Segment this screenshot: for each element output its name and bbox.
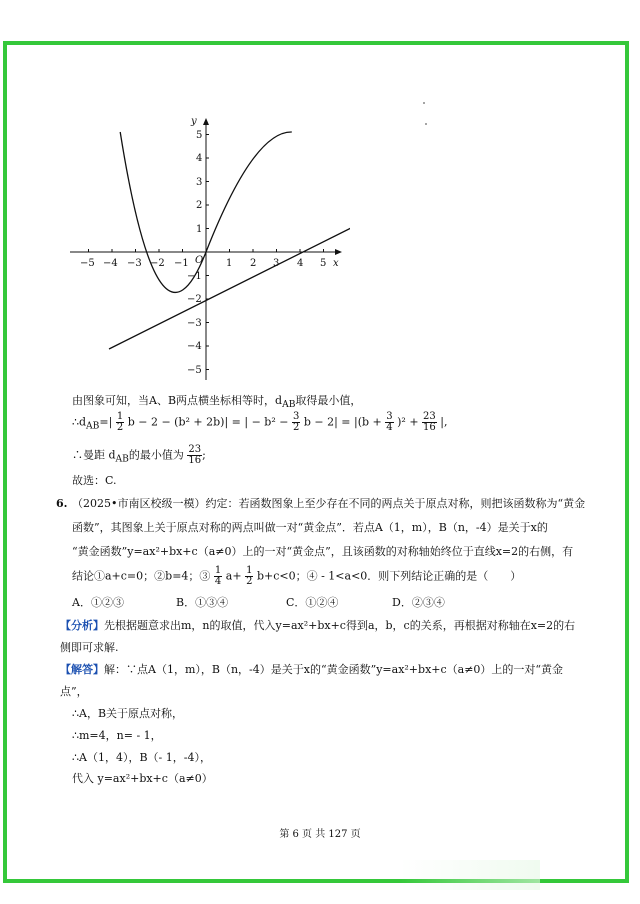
y-tick: 4: [196, 153, 203, 164]
y-tick: 2: [196, 200, 203, 211]
y-tick: 3: [196, 177, 203, 188]
page-number: 第 6 页 共 127 页: [279, 829, 361, 840]
analysis-line: 侧即可求解.: [60, 641, 119, 654]
x-tick: 5: [320, 258, 327, 269]
option-b: B．①③④: [176, 596, 229, 609]
solution-min-line: ∴曼距 $d_{AB}$的最小值为 $\frac{23}{16}$ ;: [72, 444, 206, 466]
y-axis-label: y: [191, 116, 197, 127]
fraction: $\frac{1}{2}$: [246, 565, 253, 587]
straight-line: [109, 205, 350, 349]
fraction: $\frac{1}{4}$: [214, 565, 222, 587]
answer-tag: 【解答】: [60, 663, 104, 676]
x-tick: −5: [80, 258, 95, 269]
analysis-line: 【分析】先根据题意求出m，n的取值，代入y=ax²+bx+c得到a，b，c的关系，再根据对称轴在x=2的右: [60, 619, 576, 632]
x-tick: 2: [250, 258, 257, 269]
speck: [423, 102, 425, 104]
x-axis-label: x: [333, 258, 339, 269]
option-d: D．②③④: [392, 596, 445, 609]
x-tick: 1: [226, 258, 233, 269]
analysis-tag: 【分析】: [60, 619, 104, 632]
origin-label: O: [195, 255, 204, 266]
fraction: $\frac{3}{2}$: [292, 411, 300, 433]
solution-formula-line: $\therefore d_{AB}=|$ $\frac{1}{2}$ b − 2 − (b² + 2b)| = | − b² − $\frac{3}{2}$ b − 2| = |(b + $\frac{3}{4}$ )² + $\frac{23}{16}$ |,: [72, 411, 448, 433]
question-number: 6.: [56, 497, 68, 510]
answer-line: 点”，: [60, 685, 88, 698]
fraction: $\frac{23}{16}$: [423, 411, 436, 433]
question-line: （2025•市南区校级一模）约定：若函数图象上至少存在不同的两点关于原点对称，则把该函数称为“黄金: [72, 497, 586, 510]
y-tick: −3: [187, 318, 202, 329]
y-tick: −2: [187, 294, 202, 305]
solution-choice: 故选：C.: [72, 474, 117, 487]
x-tick: 3: [273, 258, 280, 269]
y-tick: 1: [196, 224, 203, 235]
y-tick: 5: [196, 130, 203, 141]
question-line: 函数”，其图象上关于原点对称的两点叫做一对“黄金点”．若点A（1，m），B（n，-4）是关于x的: [72, 521, 548, 534]
solution-line: 由图象可知，当A、B两点横坐标相等时，$d_{AB}$取得最小值，: [72, 394, 362, 411]
function-graph: [60, 110, 350, 390]
answer-line: 【解答】解：∵点A（1，m），B（n，-4）是关于x的“黄金函数”y=ax²+bx+c（a≠0）上的一对“黄金: [60, 663, 564, 676]
x-tick: −3: [127, 258, 142, 269]
x-tick: −2: [150, 258, 165, 269]
answer-line: ∴A（1，4），B（- 1，-4），: [72, 751, 211, 764]
question-conclusions: 结论①a+c=0；②b=4；③ $\frac{1}{4}$ a+ $\frac{1}{2}$ b+c<0；④ - 1<a<0．则下列结论正确的是（ ）: [72, 565, 522, 587]
y-tick: −1: [187, 271, 202, 282]
fraction: $\frac{1}{2}$: [116, 411, 124, 433]
y-tick: −5: [187, 365, 202, 376]
answer-line: ∴m=4，n= - 1，: [72, 729, 162, 742]
corner-glow: [400, 860, 540, 890]
fraction: $\frac{23}{16}$: [188, 444, 202, 466]
answer-line: ∴A，B关于原点对称，: [72, 707, 184, 720]
y-tick: −4: [187, 341, 202, 352]
x-tick: 4: [297, 258, 304, 269]
speck: [425, 123, 427, 125]
fraction: $\frac{3}{4}$: [386, 411, 393, 433]
option-c: C．①②④: [286, 596, 339, 609]
answer-line: 代入 y=ax²+bx+c（a≠0）: [72, 772, 213, 785]
x-tick: −1: [174, 258, 189, 269]
question-line: “黄金函数”y=ax²+bx+c（a≠0）上的一对“黄金点”，且该函数的对称轴始终位于直线x=2的右侧，有: [72, 545, 574, 558]
option-a: A．①②③: [72, 596, 124, 609]
x-tick: −4: [103, 258, 118, 269]
